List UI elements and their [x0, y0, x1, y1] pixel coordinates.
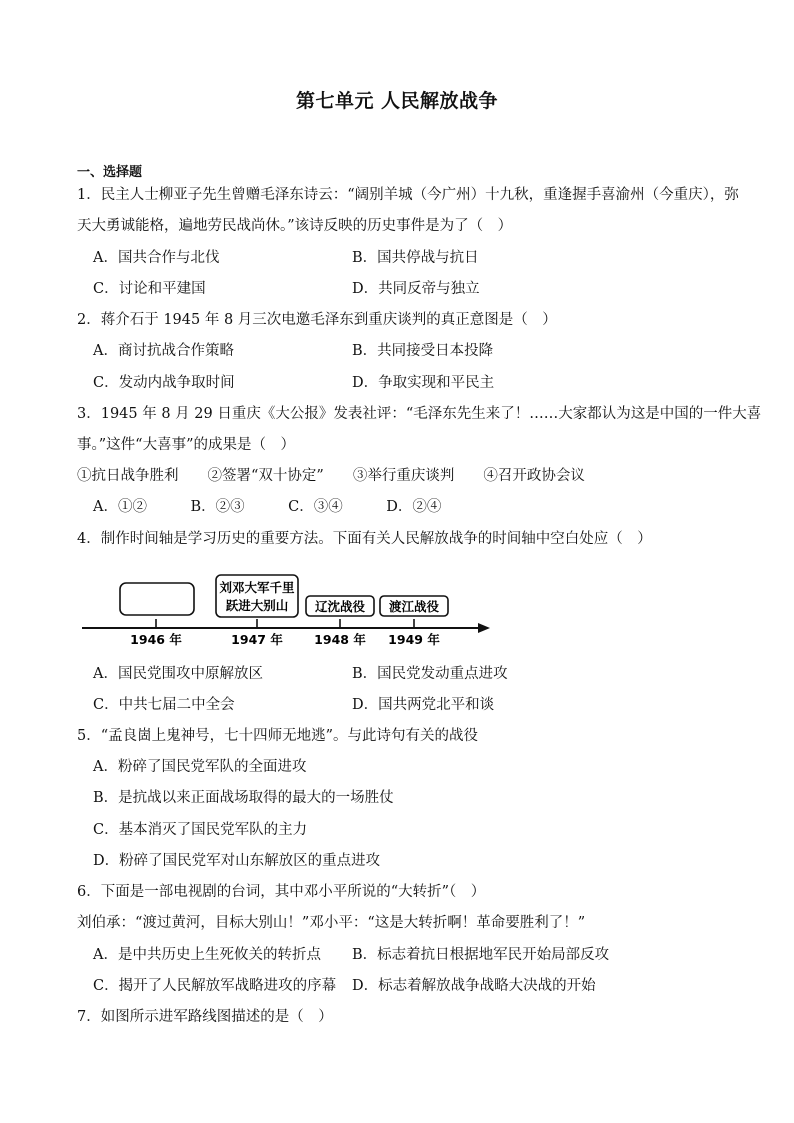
page-title: 第七单元 人民解放战争: [295, 90, 499, 112]
q2-stem-line1: 2．蒋介石于 1945 年 8 月三次电邀毛泽东到重庆谈判的真正意图是（ ）: [77, 312, 557, 328]
q2-option-d[interactable]: D．争取实现和平民主: [352, 375, 495, 391]
q4-option-c[interactable]: C．中共七届二中全会: [93, 697, 235, 713]
q3-items: ①抗日战争胜利 ②签署“双十协定” ③举行重庆谈判 ④召开政协会议: [77, 468, 585, 484]
q5-stem-line1: 5．“孟良崮上鬼神号，七十四师无地逃”。与此诗句有关的战役: [77, 728, 479, 744]
timeline-year-1949: 1949 年: [388, 632, 440, 647]
q3-stem-line2: 事。”这件“大喜事”的成果是（ ）: [77, 437, 295, 453]
q1-stem-line2: 天大勇诚能格，遍地劳民战尚休。”该诗反映的历史事件是为了（ ）: [77, 218, 513, 234]
q7-stem-line1: 7．如图所示进军路线图描述的是（ ）: [77, 1009, 333, 1025]
q2-option-a[interactable]: A．商讨抗战合作策略: [93, 343, 234, 359]
timeline-blank-box: [120, 583, 194, 615]
q1-option-b[interactable]: B．国共停战与抗日: [352, 250, 479, 266]
q6-option-d[interactable]: D．标志着解放战争战略大决战的开始: [352, 978, 596, 994]
q3-options[interactable]: A．①② B．②③ C．③④ D．②④: [93, 499, 442, 515]
timeline-year-1948: 1948 年: [314, 632, 366, 647]
q1-option-a[interactable]: A．国共合作与北伐: [93, 250, 220, 266]
q3-stem-line1: 3．1945 年 8 月 29 日重庆《大公报》发表社评：“毛泽东先生来了！……大家都认为这是中国的一件大喜: [77, 406, 762, 422]
q6-option-c[interactable]: C．揭开了人民解放军战略进攻的序幕: [93, 978, 337, 994]
q5-option-d[interactable]: D．粉碎了国民党军对山东解放区的重点进攻: [93, 853, 381, 869]
q2-option-c[interactable]: C．发动内战争取时间: [93, 375, 235, 391]
q6-option-a[interactable]: A．是中共历史上生死攸关的转折点: [93, 947, 321, 963]
timeline-arrow-icon: [478, 623, 490, 633]
q1-option-c[interactable]: C．讨论和平建国: [93, 281, 206, 297]
q1-stem-line1: 1．民主人士柳亚子先生曾赠毛泽东诗云：“阔别羊城（今广州）十九秋，重逢握手喜渝州（今重庆），弥: [77, 187, 739, 203]
q5-option-b[interactable]: B．是抗战以来正面战场取得的最大的一场胜仗: [93, 790, 394, 806]
q4-option-d[interactable]: D．国共两党北平和谈: [352, 697, 495, 713]
timeline-1947-event-line1: 刘邓大军千里: [219, 580, 295, 595]
q6-option-b[interactable]: B．标志着抗日根据地军民开始局部反攻: [352, 947, 610, 963]
timeline-year-1947: 1947 年: [231, 632, 283, 647]
q4-option-a[interactable]: A．国民党围攻中原解放区: [93, 666, 263, 682]
q6-stem-line1: 6．下面是一部电视剧的台词，其中邓小平所说的“大转折”（ ）: [77, 884, 486, 900]
q4-stem-line1: 4．制作时间轴是学习历史的重要方法。下面有关人民解放战争的时间轴中空白处应（ ）: [77, 531, 652, 547]
q1-option-d[interactable]: D．共同反帝与独立: [352, 281, 480, 297]
section-heading: 一、选择题: [77, 165, 143, 180]
timeline-1948-event: 辽沈战役: [314, 599, 366, 614]
q5-option-c[interactable]: C．基本消灭了国民党军队的主力: [93, 822, 308, 838]
timeline-1947-event-line2: 跃进大别山: [225, 598, 289, 613]
timeline-year-1946: 1946 年: [130, 632, 182, 647]
q6-stem-line2: 刘伯承：“渡过黄河，目标大别山！”邓小平：“这是大转折啊！革命要胜利了！”: [77, 915, 586, 931]
q4-option-b[interactable]: B．国民党发动重点进攻: [352, 666, 508, 682]
q5-option-a[interactable]: A．粉碎了国民党军队的全面进攻: [93, 759, 307, 775]
timeline-1949-event: 渡江战役: [388, 599, 440, 614]
q2-option-b[interactable]: B．共同接受日本投降: [352, 343, 494, 359]
timeline-figure: [80, 572, 500, 652]
